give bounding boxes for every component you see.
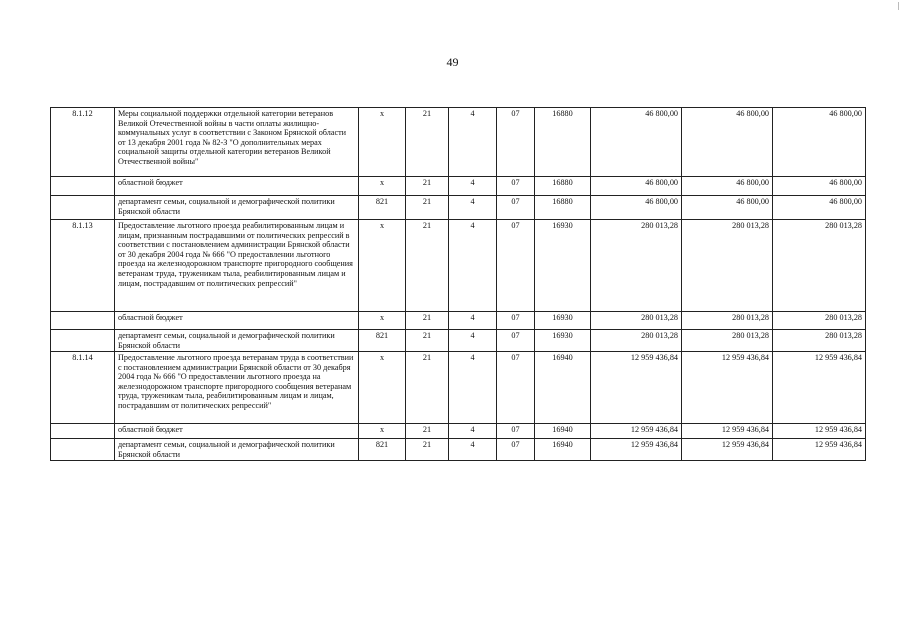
item-number: 8.1.12 bbox=[51, 108, 115, 177]
direction-code: 16940 bbox=[535, 439, 591, 461]
item-description: областной бюджет bbox=[115, 312, 359, 330]
program-code: 21 bbox=[406, 220, 449, 312]
amount-2: 280 013,28 bbox=[682, 330, 773, 352]
subprogram-code: 4 bbox=[449, 177, 497, 196]
program-code: 21 bbox=[406, 352, 449, 424]
amount-3: 12 959 436,84 bbox=[773, 352, 866, 424]
subprogram-code: 4 bbox=[449, 424, 497, 439]
subprogram-code: 4 bbox=[449, 196, 497, 220]
direction-code: 16930 bbox=[535, 312, 591, 330]
direction-code: 16880 bbox=[535, 196, 591, 220]
item-description: областной бюджет bbox=[115, 177, 359, 196]
item-description: департамент семьи, социальной и демографической политики Брянской области bbox=[115, 196, 359, 220]
admin-code: 821 bbox=[359, 439, 406, 461]
table-row bbox=[51, 312, 866, 330]
direction-code: 16930 bbox=[535, 220, 591, 312]
amount-2: 12 959 436,84 bbox=[682, 352, 773, 424]
amount-1: 12 959 436,84 bbox=[591, 439, 682, 461]
amount-2: 12 959 436,84 bbox=[682, 439, 773, 461]
item-number bbox=[51, 312, 115, 330]
direction-code: 16880 bbox=[535, 177, 591, 196]
program-code: 21 bbox=[406, 108, 449, 177]
item-description: областной бюджет bbox=[115, 424, 359, 439]
amount-1: 46 800,00 bbox=[591, 196, 682, 220]
subprogram-code: 4 bbox=[449, 330, 497, 352]
direction-code: 16940 bbox=[535, 352, 591, 424]
subprogram-code: 4 bbox=[449, 220, 497, 312]
admin-code: х bbox=[359, 424, 406, 439]
item-number bbox=[51, 424, 115, 439]
amount-1: 280 013,28 bbox=[591, 330, 682, 352]
amount-2: 12 959 436,84 bbox=[682, 424, 773, 439]
item-number bbox=[51, 330, 115, 352]
amount-3: 12 959 436,84 bbox=[773, 424, 866, 439]
admin-code: х bbox=[359, 352, 406, 424]
admin-code: х bbox=[359, 220, 406, 312]
table-row bbox=[51, 177, 866, 196]
direction-code: 16880 bbox=[535, 108, 591, 177]
scan-edge-mark bbox=[898, 2, 899, 10]
item-description: Предоставление льготного проезда ветеранам труда в соответствии с постановлением администрации Брянской области от 30 декабря 2004 года № 666 "О предоставлении льготного проезда на железнодорожном транспорте пригородного сообщения ветеранам труда, труженикам тыла, реабилитированным лицам и лицам, пострадавшим от политических репрессий" bbox=[115, 352, 359, 424]
admin-code: 821 bbox=[359, 196, 406, 220]
item-number: 8.1.13 bbox=[51, 220, 115, 312]
amount-3: 280 013,28 bbox=[773, 220, 866, 312]
subprogram-code: 4 bbox=[449, 352, 497, 424]
program-code: 21 bbox=[406, 424, 449, 439]
amount-1: 12 959 436,84 bbox=[591, 424, 682, 439]
amount-3: 12 959 436,84 bbox=[773, 439, 866, 461]
event-code: 07 bbox=[497, 352, 535, 424]
amount-1: 280 013,28 bbox=[591, 312, 682, 330]
item-number bbox=[51, 177, 115, 196]
event-code: 07 bbox=[497, 220, 535, 312]
table-row bbox=[51, 439, 866, 461]
item-description: Меры социальной поддержки отдельной категории ветеранов Великой Отечественной войны в части оплаты жилищно-коммунальных услуг в соответствии с Законом Брянской области от 13 декабря 2001 года № 82-З "О дополнительных мерах социальной защиты отдельной категории ветеранов Великой Отечественной войны" bbox=[115, 108, 359, 177]
event-code: 07 bbox=[497, 108, 535, 177]
item-number bbox=[51, 196, 115, 220]
amount-2: 46 800,00 bbox=[682, 108, 773, 177]
event-code: 07 bbox=[497, 177, 535, 196]
amount-3: 280 013,28 bbox=[773, 330, 866, 352]
program-code: 21 bbox=[406, 312, 449, 330]
item-number: 8.1.14 bbox=[51, 352, 115, 424]
program-code: 21 bbox=[406, 196, 449, 220]
amount-2: 46 800,00 bbox=[682, 177, 773, 196]
amount-2: 280 013,28 bbox=[682, 312, 773, 330]
event-code: 07 bbox=[497, 196, 535, 220]
item-description: Предоставление льготного проезда реабилитированным лицам и лицам, признанным пострадавшими от политических репрессий в соответствии с постановлением администрации Брянской области от 30 декабря 2004 года № 666 "О предоставлении льготного проезда на железнодорожном транспорте пригородного сообщения ветеранам труда, труженикам тыла, реабилитированным лицам и лицам, пострадавшим от политических репрессий" bbox=[115, 220, 359, 312]
admin-code: х bbox=[359, 312, 406, 330]
subprogram-code: 4 bbox=[449, 108, 497, 177]
table-row bbox=[51, 330, 866, 352]
subprogram-code: 4 bbox=[449, 439, 497, 461]
item-description: департамент семьи, социальной и демографической политики Брянской области bbox=[115, 330, 359, 352]
direction-code: 16930 bbox=[535, 330, 591, 352]
event-code: 07 bbox=[497, 439, 535, 461]
budget-table bbox=[50, 107, 866, 461]
event-code: 07 bbox=[497, 312, 535, 330]
admin-code: х bbox=[359, 177, 406, 196]
amount-3: 46 800,00 bbox=[773, 108, 866, 177]
program-code: 21 bbox=[406, 177, 449, 196]
amount-3: 46 800,00 bbox=[773, 196, 866, 220]
amount-2: 280 013,28 bbox=[682, 220, 773, 312]
admin-code: х bbox=[359, 108, 406, 177]
amount-1: 280 013,28 bbox=[591, 220, 682, 312]
event-code: 07 bbox=[497, 330, 535, 352]
amount-1: 46 800,00 bbox=[591, 177, 682, 196]
program-code: 21 bbox=[406, 439, 449, 461]
amount-3: 280 013,28 bbox=[773, 312, 866, 330]
table-row bbox=[51, 352, 866, 424]
page-number: 49 bbox=[446, 55, 459, 69]
amount-1: 46 800,00 bbox=[591, 108, 682, 177]
amount-1: 12 959 436,84 bbox=[591, 352, 682, 424]
subprogram-code: 4 bbox=[449, 312, 497, 330]
table-row bbox=[51, 424, 866, 439]
item-description: департамент семьи, социальной и демографической политики Брянской области bbox=[115, 439, 359, 461]
admin-code: 821 bbox=[359, 330, 406, 352]
program-code: 21 bbox=[406, 330, 449, 352]
table-row bbox=[51, 108, 866, 177]
direction-code: 16940 bbox=[535, 424, 591, 439]
amount-3: 46 800,00 bbox=[773, 177, 866, 196]
table-row bbox=[51, 220, 866, 312]
event-code: 07 bbox=[497, 424, 535, 439]
amount-2: 46 800,00 bbox=[682, 196, 773, 220]
item-number bbox=[51, 439, 115, 461]
table-row bbox=[51, 196, 866, 220]
